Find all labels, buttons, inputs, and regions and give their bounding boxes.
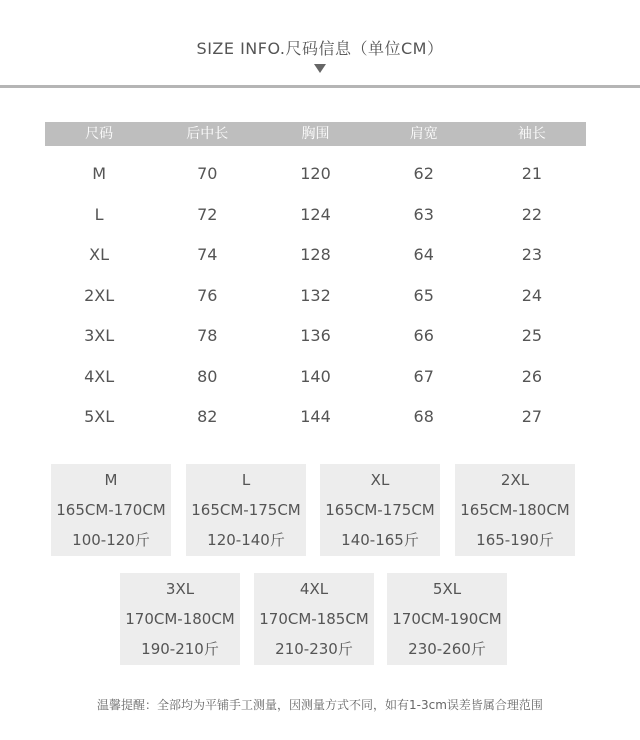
table-cell: 4XL: [84, 366, 115, 386]
table-cell: 27: [521, 407, 543, 426]
table-cell: 62: [413, 164, 434, 183]
card-size: XL: [370, 471, 390, 489]
table-cell: 64: [413, 245, 434, 264]
card-weight: 230-260斤: [408, 640, 486, 658]
table-row: [45, 195, 586, 236]
table-header: [45, 122, 586, 146]
card-height: 170CM-185CM: [259, 610, 369, 628]
card-height: 170CM-180CM: [125, 610, 235, 628]
card-weight: 120-140斤: [207, 531, 285, 549]
table-cell: 82: [197, 407, 218, 426]
table-row: [45, 235, 586, 276]
column-header-sleeve: 袖长: [517, 126, 546, 142]
table-cell: 140: [300, 366, 331, 386]
size-table: [45, 122, 586, 438]
size-recommendation-card: [120, 573, 240, 665]
table-row: [45, 357, 586, 398]
table-cell: L: [94, 204, 104, 224]
table-cell: 124: [300, 204, 331, 224]
card-weight: 190-210斤: [141, 640, 219, 658]
size-recommendation-card: [387, 573, 507, 665]
card-height: 170CM-190CM: [392, 610, 502, 628]
column-header-shoulder: 肩宽: [409, 126, 438, 142]
table-cell: 67: [413, 366, 434, 386]
card-height: 165CM-175CM: [325, 501, 435, 519]
table-cell: 2XL: [84, 285, 115, 305]
card-size: 4XL: [299, 580, 329, 598]
table-cell: XL: [89, 245, 110, 264]
table-cell: 74: [197, 245, 218, 264]
table-row: [45, 154, 586, 195]
table-cell: 144: [300, 407, 331, 426]
table-cell: 70: [197, 164, 218, 183]
table-cell: 24: [521, 285, 543, 305]
table-cell: 120: [300, 164, 331, 183]
page-title: SIZE INFO.尺码信息（单位CM）: [196, 39, 444, 58]
table-cell: 23: [521, 245, 543, 264]
table-cell: 21: [521, 164, 543, 183]
size-recommendation-card: [455, 464, 575, 556]
column-header-chest: 胸围: [301, 126, 330, 142]
table-cell: 132: [300, 285, 331, 305]
table-cell: 22: [521, 204, 543, 224]
size-recommendation-card: [186, 464, 306, 556]
card-weight: 165-190斤: [476, 531, 554, 549]
table-row: [45, 276, 586, 317]
table-cell: 26: [521, 366, 543, 386]
table-cell: 3XL: [84, 326, 115, 345]
table-cell: 136: [300, 326, 331, 345]
table-cell: 5XL: [84, 407, 115, 426]
card-size: L: [241, 471, 251, 489]
table-cell: 63: [413, 204, 434, 224]
table-cell: 76: [197, 285, 218, 305]
card-size: M: [104, 471, 118, 489]
card-size: 2XL: [500, 471, 530, 489]
card-weight: 100-120斤: [72, 531, 150, 549]
card-height: 165CM-170CM: [56, 501, 166, 519]
table-cell: 68: [413, 407, 434, 426]
size-recommendation-card: [51, 464, 171, 556]
table-cell: 65: [413, 285, 434, 305]
card-weight: 140-165斤: [341, 531, 419, 549]
table-cell: M: [92, 164, 106, 183]
card-height: 165CM-175CM: [191, 501, 301, 519]
table-cell: 72: [197, 204, 218, 224]
table-row: [45, 316, 586, 357]
down-arrow-icon: [314, 64, 326, 73]
size-recommendation-card: [254, 573, 374, 665]
card-height: 165CM-180CM: [460, 501, 570, 519]
card-weight: 210-230斤: [275, 640, 353, 658]
measurement-note: 温馨提醒：全部均为平铺手工测量，因测量方式不同，如有1-3cm误差皆属合理范围: [97, 698, 543, 712]
divider: [0, 85, 640, 88]
table-cell: 80: [197, 366, 218, 386]
card-size: 5XL: [432, 580, 462, 598]
table-cell: 66: [413, 326, 434, 345]
table-cell: 78: [197, 326, 218, 345]
table-cell: 128: [300, 245, 331, 264]
table-row: [45, 397, 586, 438]
card-size: 3XL: [165, 580, 195, 598]
size-recommendation-card: [320, 464, 440, 556]
column-header-length: 后中长: [186, 126, 229, 142]
table-cell: 25: [521, 326, 543, 345]
column-header-size: 尺码: [85, 126, 114, 142]
